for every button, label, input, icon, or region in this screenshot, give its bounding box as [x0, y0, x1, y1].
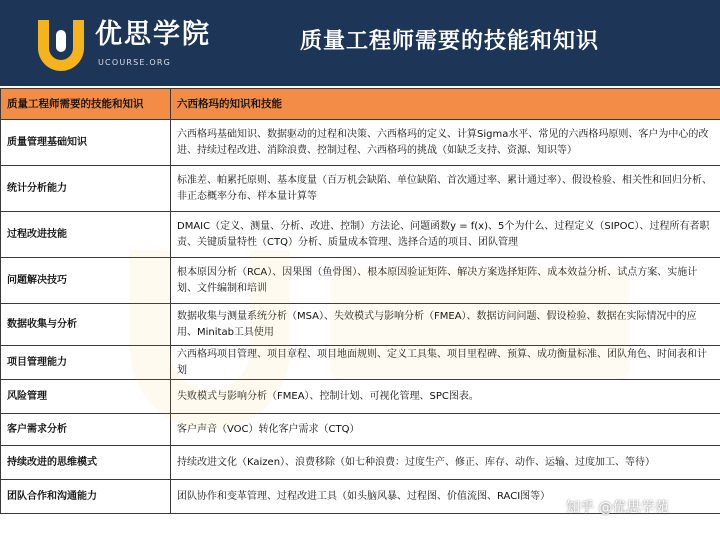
skill-cell: 项目管理能力: [1, 346, 171, 380]
skills-table: [0, 88, 720, 514]
content-cell: DMAIC（定义、测量、分析、改进、控制）方法论、问题函数y = f(x)、5个为什么、过程定义（SIPOC）、过程所有者职责、关键质量特性（CTQ）分析、质量成本管理、选择合适的项目、团队管理: [171, 212, 720, 258]
skill-cell: 过程改进技能: [1, 212, 171, 258]
skill-cell: 持续改进的思维模式: [1, 446, 171, 480]
skill-cell: 问题解决技巧: [1, 258, 171, 304]
column-header-knowledge: 六西格玛的知识和技能: [171, 89, 720, 120]
logo-text: 优思学院: [95, 19, 211, 50]
logo-subtext: UCOURSE.ORG: [98, 58, 172, 67]
content-cell: 根本原因分析（RCA）、因果图（鱼骨图）、根本原因验证矩阵、解决方案选择矩阵、成本效益分析、试点方案、实施计划、文件编制和培训: [171, 258, 720, 304]
source-credit: 知乎 @优思学苑: [566, 500, 669, 516]
table-row: [1, 212, 720, 258]
table-row: [1, 380, 720, 414]
content-cell: 六西格玛基础知识、数据驱动的过程和决策、六西格玛的定义、计算Sigma水平、常见的六西格玛原则、客户为中心的改进、持续过程改进、消除浪费、控制过程、六西格玛的挑战（如缺乏支持、资源、知识等）: [171, 120, 720, 166]
content-cell: 六西格玛项目管理、项目章程、项目地面规则、定义工具集、项目里程碑、预算、成功衡量标准、团队角色、时间表和计划: [171, 346, 720, 380]
content-cell: 团队协作和变革管理、过程改进工具（如头脑风暴、过程图、价值流图、RACI图等）: [171, 480, 720, 514]
skill-cell: 风险管理: [1, 380, 171, 414]
content-cell: 客户声音（VOC）转化客户需求（CTQ）: [171, 414, 720, 446]
page-title: 质量工程师需要的技能和知识: [300, 29, 600, 54]
table-row: [1, 446, 720, 480]
skill-cell: 团队合作和沟通能力: [1, 480, 171, 514]
table-row: [1, 414, 720, 446]
table-row: [1, 166, 720, 212]
skill-cell: 质量管理基础知识: [1, 120, 171, 166]
content-cell: 数据收集与测量系统分析（MSA）、失效模式与影响分析（FMEA）、数据访问问题、假设检验、数据在实际情况中的应用、Minitab工具使用: [171, 304, 720, 346]
table-row: [1, 346, 720, 380]
skill-cell: 统计分析能力: [1, 166, 171, 212]
header-banner: [0, 0, 720, 86]
content-cell: 持续改进文化（Kaizen）、浪费移除（如七种浪费：过度生产、修正、库存、动作、运输、过度加工、等待）: [171, 446, 720, 480]
column-header-skill: 质量工程师需要的技能和知识: [1, 89, 171, 120]
table-row: [1, 258, 720, 304]
table-header-row: [1, 89, 720, 120]
table-row: [1, 304, 720, 346]
content-cell: 标准差、帕累托原则、基本度量（百万机会缺陷、单位缺陷、首次通过率、累计通过率）、假设检验、相关性和回归分析、非正态概率分布、样本量计算等: [171, 166, 720, 212]
table-row: [1, 120, 720, 166]
logo-u-icon: [32, 14, 90, 72]
skill-cell: 数据收集与分析: [1, 304, 171, 346]
content-cell: 失败模式与影响分析（FMEA）、控制计划、可视化管理、SPC图表。: [171, 380, 720, 414]
skill-cell: 客户需求分析: [1, 414, 171, 446]
